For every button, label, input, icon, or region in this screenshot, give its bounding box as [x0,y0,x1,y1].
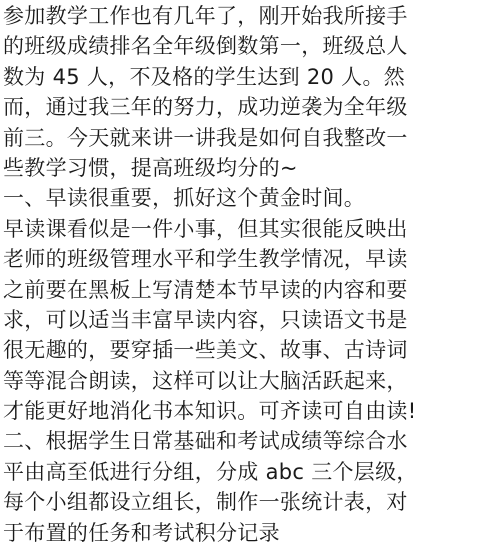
text-line-18: 于布置的任务和考试积分记录 [3,520,280,545]
text-line-9: 老师的班级管理水平和学生教学情况，早读 [3,247,408,272]
text-line-5: 前三。今天就来讲一讲我是如何自我整改一 [3,125,408,150]
text-line-13: 等等混合朗读，这样可以让大脑活跃起来， [3,368,408,393]
text-line-12: 很无趣的，要穿插一些美文、故事、古诗词 [3,338,408,363]
text-line-6: 些教学习惯，提高班级均分的~ [3,155,298,180]
section-heading-1: 一、早读很重要，抓好这个黄金时间。 [3,186,366,211]
text-line-16: 平由高至低进行分组，分成 abc 三个层级， [3,459,418,484]
text-line-8: 早读课看似是一件小事，但其实很能反映出 [3,216,408,241]
article-body [3,1,497,548]
text-line-14: 才能更好地消化书本知识。可齐读可自由读! [3,399,417,424]
text-line-17: 每个小组都设立组长，制作一张统计表，对 [3,490,408,515]
text-line-1: 参加教学工作也有几年了，刚开始我所接手 [3,4,408,28]
text-line-3: 数为 45 人，不及格的学生达到 20 人。然 [3,64,406,89]
text-line-4: 而，通过我三年的努力，成功逆袭为全年级 [3,95,408,120]
text-line-10: 之前要在黑板上写清楚本节早读的内容和要 [3,277,408,302]
text-line-2: 的班级成绩排名全年级倒数第一，班级总人 [3,34,408,59]
text-line-11: 求，可以适当丰富早读内容，只读语文书是 [3,307,408,332]
section-heading-2: 二、根据学生日常基础和考试成绩等综合水 [3,429,408,454]
